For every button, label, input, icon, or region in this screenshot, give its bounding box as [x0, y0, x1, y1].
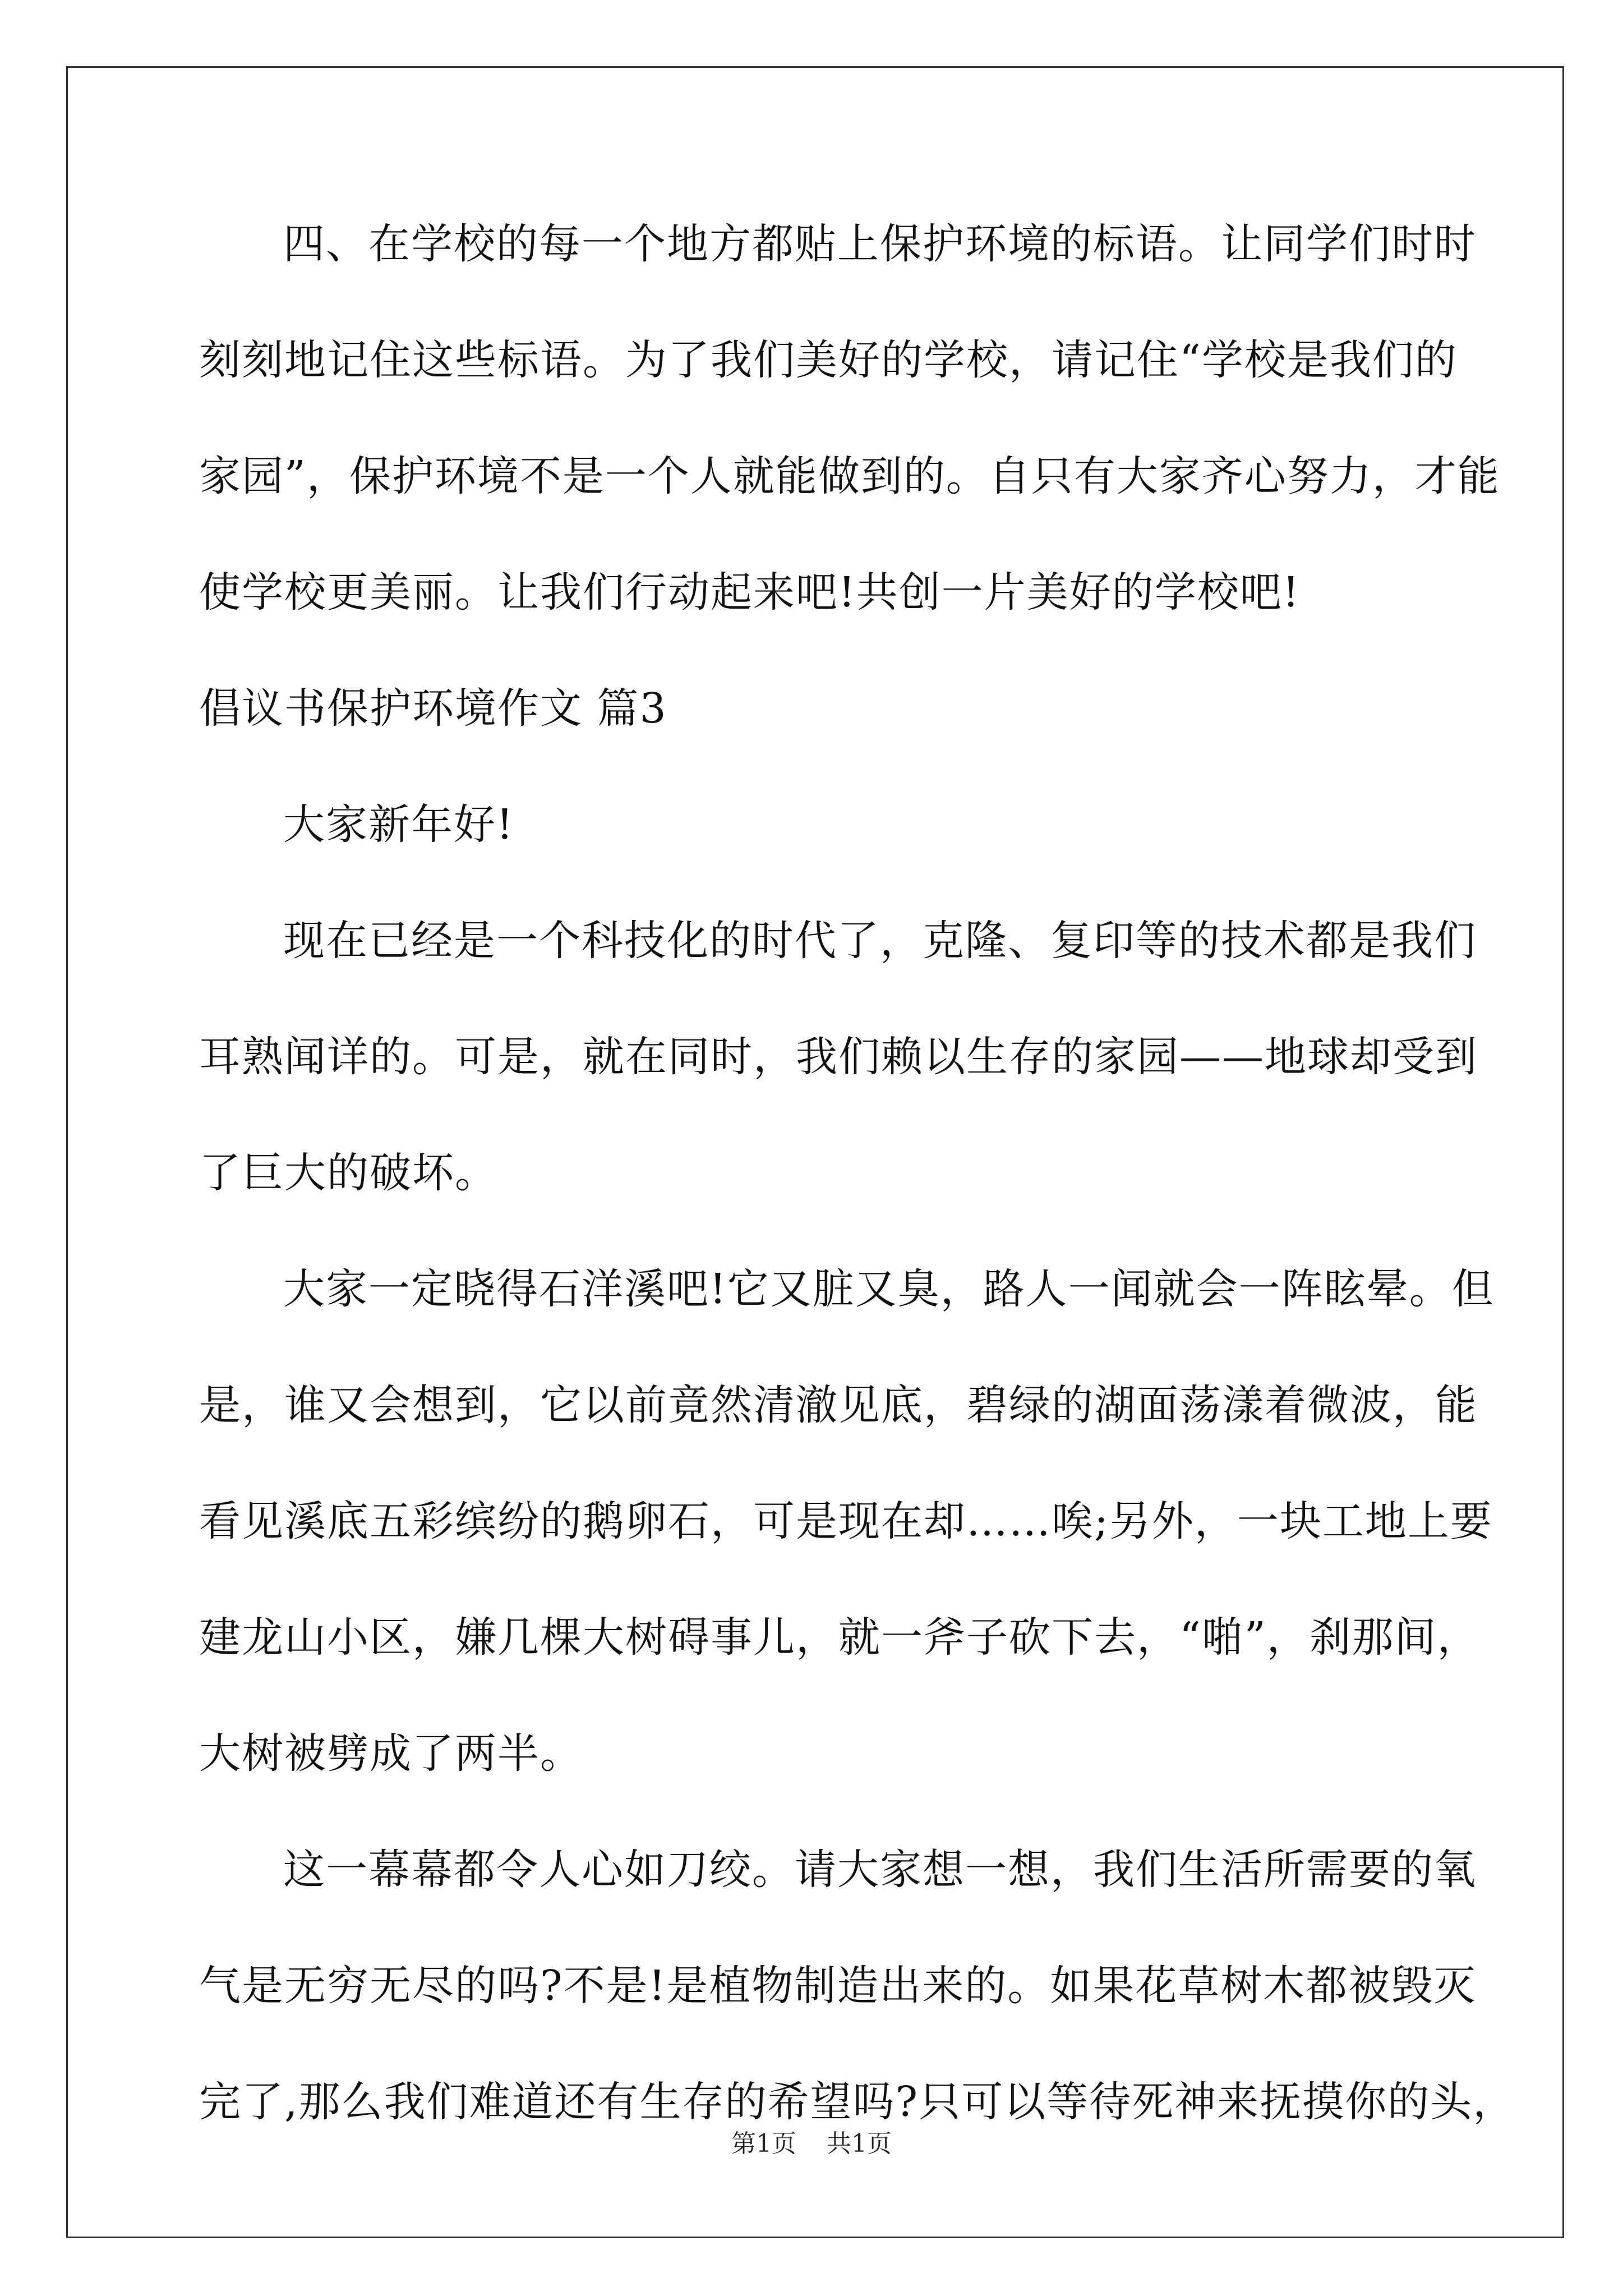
paragraph-line: 气是无穷无尽的吗?不是!是植物制造出来的。如果花草树木都被毁灭 — [199, 1962, 1477, 2010]
paragraph-line: 了巨大的破坏。 — [199, 1149, 497, 1197]
page-number: 第1页 — [731, 2129, 796, 2158]
section-heading: 倡议书保护环境作文 篇3 — [199, 684, 667, 733]
paragraph-line: 建龙山小区，嫌几棵大树碍事儿，就一斧子砍下去，“啪”，刹那间， — [199, 1613, 1480, 1662]
paragraph-line: 大家新年好! — [283, 800, 514, 849]
paragraph-line: 使学校更美丽。让我们行动起来吧!共创一片美好的学校吧! — [199, 568, 1301, 616]
page-total: 共1页 — [827, 2129, 892, 2158]
paragraph-line: 大树被劈成了两半。 — [199, 1729, 583, 1778]
paragraph-line: 刻刻地记住这些标语。为了我们美好的学校，请记住“学校是我们的 — [199, 336, 1458, 384]
paragraph-line: 看见溪底五彩缤纷的鹅卵石，可是现在却……唉;另外，一块工地上要 — [199, 1497, 1493, 1545]
document-body — [199, 210, 1516, 2184]
paragraph-line: 大家一定晓得石洋溪吧!它又脏又臭，路人一闻就会一阵眩晕。但 — [283, 1265, 1495, 1313]
paragraph-line: 家园”，保护环境不是一个人就能做到的。自只有大家齐心努力，才能 — [199, 452, 1500, 500]
paragraph-line: 耳熟闻详的。可是，就在同时，我们赖以生存的家园——地球却受到 — [199, 1033, 1478, 1081]
paragraph-line: 现在已经是一个科技化的时代了，克隆、复印等的技术都是我们 — [283, 917, 1477, 965]
paragraph-line: 这一幕幕都令人心如刀绞。请大家想一想，我们生活所需要的氧 — [283, 1846, 1477, 1894]
paragraph-line: 四、在学校的每一个地方都贴上保护环境的标语。让同学们时时 — [283, 220, 1477, 268]
paragraph-line: 完了,那么我们难道还有生存的希望吗?只可以等待死神来抚摸你的头， — [199, 2078, 1516, 2126]
page-footer — [0, 2123, 1623, 2159]
paragraph-line: 是，谁又会想到，它以前竟然清澈见底，碧绿的湖面荡漾着微波，能 — [199, 1381, 1478, 1429]
